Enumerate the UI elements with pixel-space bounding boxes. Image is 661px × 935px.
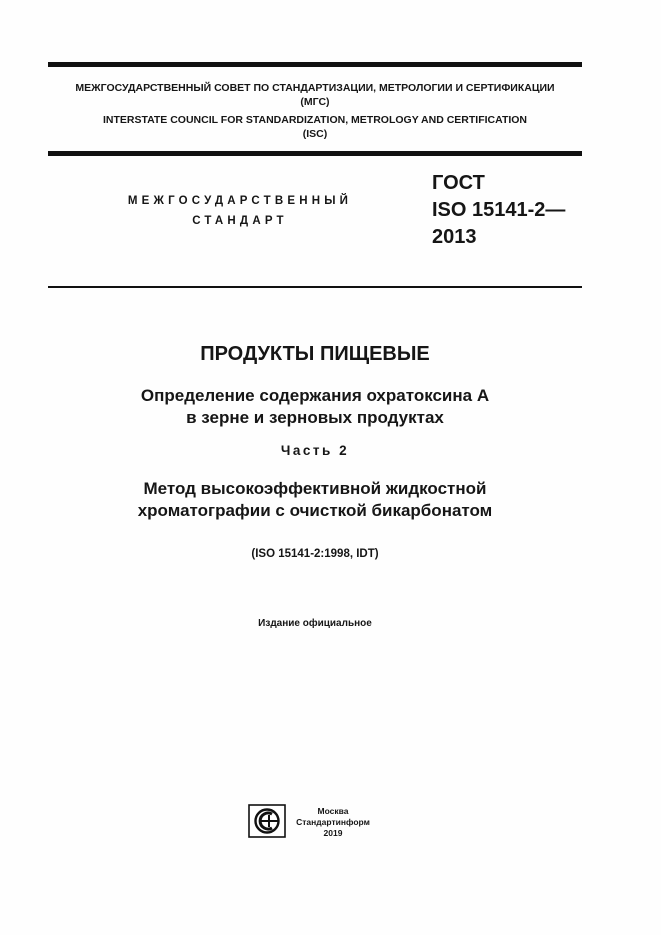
standard-type-label: [95, 191, 385, 231]
page-title: ПРОДУКТЫ ПИЩЕВЫЕ: [200, 343, 430, 365]
council-ru-abbr: (МГС): [300, 96, 330, 108]
standartinform-logo-icon: [248, 804, 286, 838]
council-en-block: [48, 113, 582, 141]
publisher-info: [294, 806, 372, 839]
gost-label: ГОСТ: [432, 172, 485, 194]
edition-note: Издание официальное: [258, 618, 372, 629]
publisher-name: Стандартинформ: [296, 817, 370, 827]
method-line2: хроматографии с очисткой бикарбонатом: [137, 501, 493, 520]
council-ru-block: [48, 81, 582, 109]
council-ru-name: МЕЖГОСУДАРСТВЕННЫЙ СОВЕТ ПО СТАНДАРТИЗАЦИИ, МЕТРОЛОГИИ И СЕРТИФИКАЦИИ: [75, 82, 555, 94]
council-en-name: INTERSTATE COUNCIL FOR STANDARDIZATION, METROLOGY AND CERTIFICATION: [102, 114, 528, 126]
gost-number: ISO 15141-2—: [432, 199, 566, 221]
standard-label-line1: МЕЖГОСУДАРСТВЕННЫЙ: [127, 195, 353, 207]
standard-label-line2: СТАНДАРТ: [192, 215, 288, 227]
designation-rule: [48, 286, 582, 288]
subtitle: [48, 385, 582, 429]
publisher-year: 2019: [323, 828, 343, 838]
council-en-abbr: (ISC): [302, 128, 328, 140]
subtitle-line1: Определение содержания охратоксина А: [140, 386, 490, 405]
iso-reference: (ISO 15141-2:1998, IDT): [251, 548, 379, 560]
part-label: Часть 2: [280, 443, 350, 458]
gost-year: 2013: [432, 226, 477, 248]
method-title: [48, 478, 582, 522]
header-bottom-rule: [48, 151, 582, 156]
publisher-city: Москва: [317, 806, 349, 816]
method-line1: Метод высокоэффективной жидкостной: [143, 479, 487, 498]
subtitle-line2: в зерне и зерновых продуктах: [186, 408, 444, 427]
gost-designation: [432, 170, 565, 251]
top-rule: [48, 62, 582, 67]
